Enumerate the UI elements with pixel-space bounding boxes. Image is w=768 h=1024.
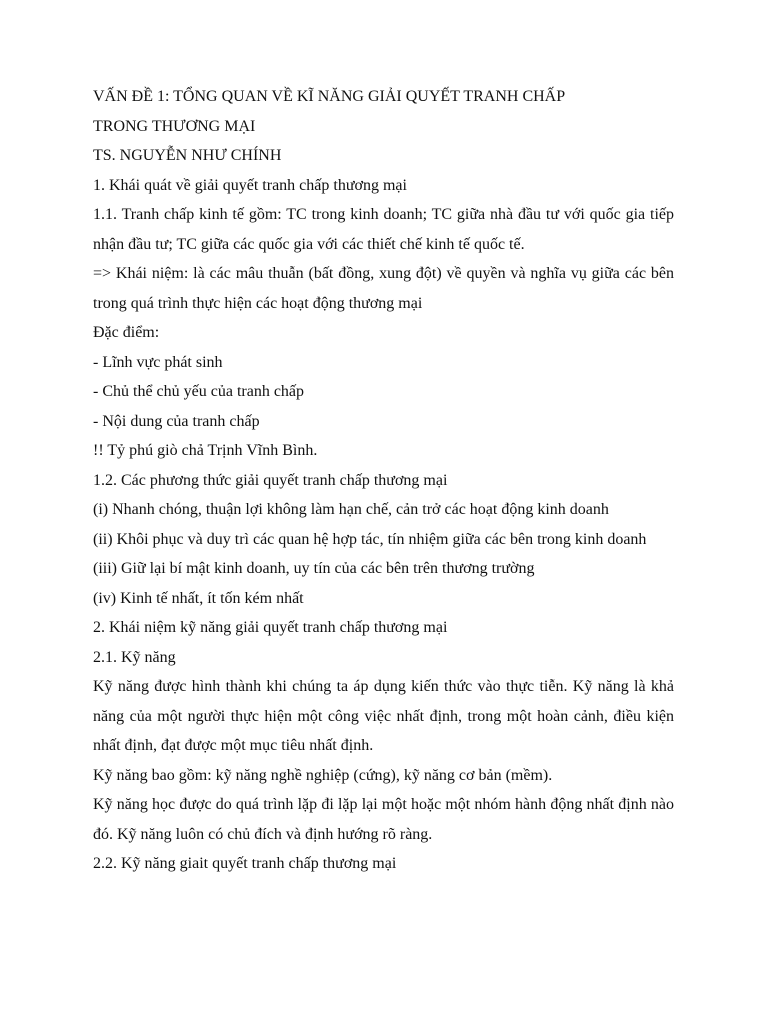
method-item-iii: (iii) Giữ lại bí mật kinh doanh, uy tín của các bên trên thương trường (93, 560, 535, 577)
section-2-2-heading: 2.2. Kỹ năng giait quyết tranh chấp thương mại (93, 855, 397, 872)
features-heading: Đặc điểm: (93, 324, 160, 341)
document-author: TS. NGUYỄN NHƯ CHÍNH (93, 147, 282, 164)
document-title-line-2: TRONG THƯƠNG MẠI (93, 117, 256, 135)
document-title-line-1: VẤN ĐỀ 1: TỔNG QUAN VỀ KĨ NĂNG GIẢI QUYẾT TRANH CHẤP (93, 88, 566, 105)
feature-item: - Chủ thể chủ yếu của tranh chấp (93, 383, 305, 400)
method-item-iv: (iv) Kinh tế nhất, ít tốn kém nhất (93, 589, 304, 607)
skill-types-line: Kỹ năng bao gồm: kỹ năng nghề nghiệp (cứng), kỹ năng cơ bản (mềm). (93, 766, 553, 784)
section-2-1-heading: 2.1. Kỹ năng (93, 648, 176, 666)
skill-learning-paragraph: Kỹ năng học được do quá trình lặp đi lặp lại một hoặc một nhóm hành động nhất định nào đó. Kỹ năng luôn có chủ đích và định hướng rõ ràng. (93, 796, 674, 843)
section-2-heading: 2. Khái niệm kỹ năng giải quyết tranh chấp thương mại (93, 619, 448, 636)
section-1-1-paragraph: 1.1. Tranh chấp kinh tế gồm: TC trong kinh doanh; TC giữa nhà đầu tư với quốc gia tiếp nhận đầu tư; TC giữa các quốc gia với các thiết chế kinh tế quốc tế. (93, 206, 674, 253)
section-1-2-heading: 1.2. Các phương thức giải quyết tranh chấp thương mại (93, 471, 448, 489)
note-line: !! Tỷ phú giò chả Trịnh Vĩnh Bình. (93, 442, 318, 459)
method-item-ii: (ii) Khôi phục và duy trì các quan hệ hợp tác, tín nhiệm giữa các bên trong kinh doanh (93, 530, 647, 548)
concept-paragraph: => Khái niệm: là các mâu thuẫn (bất đồng, xung đột) về quyền và nghĩa vụ giữa các bên trong quá trình thực hiện các hoạt động thương mại (93, 265, 674, 312)
feature-item: - Nội dung của tranh chấp (93, 412, 260, 430)
section-1-heading: 1. Khái quát về giải quyết tranh chấp thương mại (93, 176, 407, 194)
document-body (93, 82, 674, 879)
skill-definition-paragraph: Kỹ năng được hình thành khi chúng ta áp dụng kiến thức vào thực tiễn. Kỹ năng là khả năng của một người thực hiện một công việc nhất định, trong một hoàn cảnh, điều kiện nhất định, đạt được một mục tiêu nhất định. (93, 678, 674, 754)
feature-item: - Lĩnh vực phát sinh (93, 353, 223, 371)
method-item-i: (i) Nhanh chóng, thuận lợi không làm hạn chế, cản trở các hoạt động kinh doanh (93, 501, 609, 518)
